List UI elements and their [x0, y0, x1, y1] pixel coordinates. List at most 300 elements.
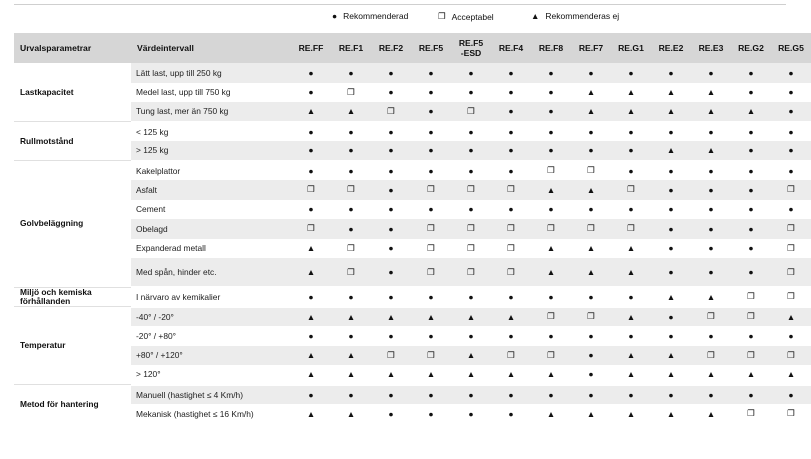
filled-circle-icon: ● — [691, 258, 731, 287]
filled-circle-icon: ● — [331, 161, 371, 181]
filled-circle-icon: ● — [731, 180, 771, 200]
filled-circle-icon: ● — [651, 385, 691, 405]
filled-circle-icon: ● — [428, 204, 434, 215]
filled-circle-icon: ● — [771, 122, 811, 142]
range-label: Medel last, upp till 750 kg — [136, 87, 231, 98]
triangle-icon: ▲ — [291, 258, 331, 287]
square-icon: ❐ — [491, 346, 531, 366]
range-label: > 120° — [136, 369, 161, 380]
filled-circle-icon: ● — [291, 385, 331, 405]
filled-circle-icon: ● — [708, 243, 714, 254]
parameter-label: Metod för hantering — [14, 385, 131, 424]
filled-circle-icon: ● — [291, 161, 331, 181]
square-icon: ❐ — [691, 346, 731, 366]
square-icon: ❐ — [771, 346, 811, 366]
triangle-icon: ▲ — [531, 180, 571, 200]
filled-circle-icon: ● — [531, 102, 571, 122]
square-icon: ❐ — [771, 219, 811, 239]
filled-circle-icon: ● — [691, 122, 731, 142]
triangle-icon: ▲ — [331, 102, 371, 122]
triangle-icon: ▲ — [586, 87, 596, 98]
triangle-icon: ▲ — [626, 408, 636, 419]
filled-circle-icon: ● — [491, 141, 531, 161]
filled-circle-icon: ● — [651, 307, 691, 327]
filled-circle-icon: ● — [508, 408, 514, 419]
triangle-icon: ▲ — [691, 141, 731, 161]
triangle-icon: ▲ — [546, 243, 556, 254]
table-row — [14, 161, 811, 181]
filled-circle-icon: ● — [731, 63, 771, 83]
triangle-icon: ▲ — [586, 408, 596, 419]
triangle-icon: ▲ — [651, 102, 691, 122]
square-icon: ❐ — [347, 242, 355, 253]
filled-circle-icon: ● — [571, 122, 611, 142]
triangle-icon: ▲ — [611, 307, 651, 327]
filled-circle-icon: ● — [611, 141, 651, 161]
filled-circle-icon: ● — [588, 369, 594, 380]
square-icon: ❐ — [611, 180, 651, 200]
square-icon: ❐ — [507, 242, 515, 253]
filled-circle-icon: ● — [548, 87, 554, 98]
filled-circle-icon: ● — [628, 204, 634, 215]
filled-circle-icon: ● — [748, 204, 754, 215]
triangle-icon: ▲ — [506, 369, 516, 380]
square-icon: ❐ — [531, 219, 571, 239]
table-row — [14, 287, 811, 307]
filled-circle-icon: ● — [691, 219, 731, 239]
filled-circle-icon: ● — [508, 330, 514, 341]
filled-circle-icon: ● — [411, 63, 451, 83]
triangle-icon: ▲ — [666, 369, 676, 380]
square-icon: ❐ — [411, 346, 451, 366]
square-icon: ❐ — [411, 258, 451, 287]
filled-circle-icon: ● — [611, 385, 651, 405]
header-code: RE.F4 — [491, 33, 531, 63]
triangle-icon: ▲ — [531, 11, 540, 21]
filled-circle-icon: ● — [291, 63, 331, 83]
filled-circle-icon: ● — [531, 385, 571, 405]
triangle-icon: ▲ — [306, 408, 316, 419]
filled-circle-icon: ● — [668, 243, 674, 254]
square-icon: ❐ — [491, 219, 531, 239]
filled-circle-icon: ● — [611, 122, 651, 142]
square-icon: ❐ — [787, 242, 795, 253]
triangle-icon: ▲ — [571, 258, 611, 287]
square-icon: ❐ — [531, 307, 571, 327]
range-label: > 125 kg — [131, 141, 291, 161]
triangle-icon: ▲ — [626, 369, 636, 380]
filled-circle-icon: ● — [371, 219, 411, 239]
filled-circle-icon: ● — [708, 330, 714, 341]
filled-circle-icon: ● — [451, 385, 491, 405]
triangle-icon: ▲ — [611, 346, 651, 366]
triangle-icon: ▲ — [691, 287, 731, 307]
triangle-icon: ▲ — [331, 307, 371, 327]
square-icon: ❐ — [331, 180, 371, 200]
parameter-label: Temperatur — [14, 307, 131, 385]
square-icon: ❐ — [731, 346, 771, 366]
filled-circle-icon: ● — [668, 330, 674, 341]
filled-circle-icon: ● — [332, 11, 338, 21]
filled-circle-icon: ● — [691, 63, 731, 83]
filled-circle-icon: ● — [771, 141, 811, 161]
table-row — [14, 404, 811, 424]
filled-circle-icon: ● — [411, 385, 451, 405]
filled-circle-icon: ● — [371, 385, 411, 405]
filled-circle-icon: ● — [468, 87, 474, 98]
legend-label: Acceptabel — [451, 11, 494, 22]
filled-circle-icon: ● — [548, 330, 554, 341]
filled-circle-icon: ● — [331, 385, 371, 405]
triangle-icon: ▲ — [651, 287, 691, 307]
triangle-icon: ▲ — [611, 102, 651, 122]
triangle-icon: ▲ — [626, 87, 636, 98]
header-range: Värdeintervall — [131, 33, 291, 63]
triangle-icon: ▲ — [451, 307, 491, 327]
square-icon: ❐ — [347, 86, 355, 97]
filled-circle-icon: ● — [508, 87, 514, 98]
triangle-icon: ▲ — [411, 307, 451, 327]
square-icon: ❐ — [691, 307, 731, 327]
filled-circle-icon: ● — [468, 330, 474, 341]
header-row — [14, 33, 811, 63]
table-row — [14, 307, 811, 327]
range-label: Cement — [136, 204, 166, 215]
filled-circle-icon: ● — [291, 122, 331, 142]
filled-circle-icon: ● — [571, 141, 611, 161]
filled-circle-icon: ● — [748, 87, 754, 98]
filled-circle-icon: ● — [651, 258, 691, 287]
triangle-icon: ▲ — [451, 346, 491, 366]
filled-circle-icon: ● — [451, 122, 491, 142]
filled-circle-icon: ● — [731, 122, 771, 142]
square-icon: ❐ — [411, 219, 451, 239]
triangle-icon: ▲ — [306, 243, 316, 254]
range-label: Lätt last, upp till 250 kg — [131, 63, 291, 83]
table-row — [14, 180, 811, 200]
triangle-icon: ▲ — [706, 369, 716, 380]
triangle-icon: ▲ — [691, 102, 731, 122]
filled-circle-icon: ● — [611, 287, 651, 307]
table-row — [14, 365, 811, 385]
range-label: -40° / -20° — [131, 307, 291, 327]
filled-circle-icon: ● — [788, 204, 794, 215]
table-row — [14, 63, 811, 83]
triangle-icon: ▲ — [771, 307, 811, 327]
triangle-icon: ▲ — [346, 369, 356, 380]
parameter-label: Lastkapacitet — [14, 63, 131, 122]
filled-circle-icon: ● — [731, 385, 771, 405]
filled-circle-icon: ● — [371, 258, 411, 287]
filled-circle-icon: ● — [371, 161, 411, 181]
table-row — [14, 346, 811, 366]
table-row — [14, 258, 811, 287]
range-label: Kakelplattor — [131, 161, 291, 181]
header-code: RE.F7 — [571, 33, 611, 63]
triangle-icon: ▲ — [786, 369, 796, 380]
square-icon: ❐ — [731, 287, 771, 307]
filled-circle-icon: ● — [308, 87, 314, 98]
table-row — [14, 102, 811, 122]
header-code: RE.F1 — [331, 33, 371, 63]
triangle-icon: ▲ — [666, 87, 676, 98]
filled-circle-icon: ● — [771, 385, 811, 405]
square-icon: ❐ — [451, 180, 491, 200]
filled-circle-icon: ● — [491, 287, 531, 307]
filled-circle-icon: ● — [531, 63, 571, 83]
square-icon: ❐ — [571, 161, 611, 181]
triangle-icon: ▲ — [386, 369, 396, 380]
range-label: < 125 kg — [131, 122, 291, 142]
filled-circle-icon: ● — [491, 102, 531, 122]
filled-circle-icon: ● — [291, 287, 331, 307]
filled-circle-icon: ● — [348, 204, 354, 215]
triangle-icon: ▲ — [571, 180, 611, 200]
triangle-icon: ▲ — [611, 258, 651, 287]
square-icon: ❐ — [411, 180, 451, 200]
filled-circle-icon: ● — [371, 180, 411, 200]
filled-circle-icon: ● — [308, 330, 314, 341]
filled-circle-icon: ● — [531, 122, 571, 142]
table-row — [14, 141, 811, 161]
header-code: RE.F2 — [371, 33, 411, 63]
filled-circle-icon: ● — [788, 87, 794, 98]
filled-circle-icon: ● — [468, 204, 474, 215]
square-icon: ❐ — [491, 258, 531, 287]
filled-circle-icon: ● — [411, 287, 451, 307]
triangle-icon: ▲ — [666, 408, 676, 419]
range-label: I närvaro av kemikalier — [131, 287, 291, 307]
filled-circle-icon: ● — [491, 161, 531, 181]
filled-circle-icon: ● — [771, 63, 811, 83]
triangle-icon: ▲ — [706, 408, 716, 419]
header-code: RE.E3 — [691, 33, 731, 63]
square-icon: ❐ — [467, 242, 475, 253]
triangle-icon: ▲ — [466, 369, 476, 380]
square-icon: ❐ — [291, 219, 331, 239]
triangle-icon: ▲ — [546, 369, 556, 380]
filled-circle-icon: ● — [331, 287, 371, 307]
filled-circle-icon: ● — [691, 161, 731, 181]
square-icon: ❐ — [371, 346, 411, 366]
range-label: +80° / +120° — [131, 346, 291, 366]
table-row — [14, 385, 811, 405]
filled-circle-icon: ● — [428, 408, 434, 419]
filled-circle-icon: ● — [588, 330, 594, 341]
triangle-icon: ▲ — [531, 258, 571, 287]
parameter-label: Rullmotstånd — [14, 122, 131, 161]
selection-table — [14, 33, 811, 424]
triangle-icon: ▲ — [706, 87, 716, 98]
top-divider — [14, 4, 786, 5]
filled-circle-icon: ● — [331, 141, 371, 161]
table-row — [14, 83, 811, 103]
square-icon: ❐ — [531, 161, 571, 181]
square-icon: ❐ — [571, 307, 611, 327]
range-label: Asfalt — [131, 180, 291, 200]
filled-circle-icon: ● — [571, 346, 611, 366]
filled-circle-icon: ● — [331, 63, 371, 83]
triangle-icon: ▲ — [491, 307, 531, 327]
table-row — [14, 326, 811, 346]
filled-circle-icon: ● — [731, 258, 771, 287]
filled-circle-icon: ● — [411, 122, 451, 142]
triangle-icon: ▲ — [291, 102, 331, 122]
filled-circle-icon: ● — [731, 141, 771, 161]
filled-circle-icon: ● — [451, 287, 491, 307]
filled-circle-icon: ● — [451, 63, 491, 83]
filled-circle-icon: ● — [331, 219, 371, 239]
filled-circle-icon: ● — [331, 122, 371, 142]
square-icon: ❐ — [787, 408, 795, 419]
filled-circle-icon: ● — [708, 204, 714, 215]
filled-circle-icon: ● — [411, 161, 451, 181]
triangle-icon: ▲ — [731, 102, 771, 122]
filled-circle-icon: ● — [508, 204, 514, 215]
square-icon: ❐ — [571, 219, 611, 239]
filled-circle-icon: ● — [491, 385, 531, 405]
header-code: RE.E2 — [651, 33, 691, 63]
table-row — [14, 122, 811, 142]
filled-circle-icon: ● — [668, 204, 674, 215]
filled-circle-icon: ● — [531, 141, 571, 161]
range-label: Expanderad metall — [136, 243, 206, 254]
filled-circle-icon: ● — [388, 408, 394, 419]
triangle-icon: ▲ — [571, 102, 611, 122]
legend-label: Rekommenderad — [343, 11, 409, 21]
legend — [0, 11, 800, 25]
triangle-icon: ▲ — [626, 243, 636, 254]
triangle-icon: ▲ — [651, 346, 691, 366]
filled-circle-icon: ● — [748, 243, 754, 254]
parameter-label: Golvbeläggning — [14, 161, 131, 288]
filled-circle-icon: ● — [451, 141, 491, 161]
header-code: RE.G5 — [771, 33, 811, 63]
square-icon: ❐ — [771, 180, 811, 200]
square-icon: ❐ — [747, 408, 755, 419]
filled-circle-icon: ● — [491, 122, 531, 142]
square-icon: ❐ — [771, 258, 811, 287]
square-icon: ❐ — [291, 180, 331, 200]
triangle-icon: ▲ — [426, 369, 436, 380]
filled-circle-icon: ● — [748, 330, 754, 341]
triangle-icon: ▲ — [291, 346, 331, 366]
filled-circle-icon: ● — [691, 180, 731, 200]
filled-circle-icon: ● — [788, 330, 794, 341]
filled-circle-icon: ● — [451, 161, 491, 181]
square-icon: ❐ — [451, 219, 491, 239]
header-code: RE.G1 — [611, 33, 651, 63]
triangle-icon: ▲ — [346, 408, 356, 419]
range-label: -20° / +80° — [136, 330, 176, 341]
filled-circle-icon: ● — [371, 141, 411, 161]
square-icon: ❐ — [451, 102, 491, 122]
triangle-icon: ▲ — [306, 369, 316, 380]
filled-circle-icon: ● — [371, 122, 411, 142]
filled-circle-icon: ● — [428, 87, 434, 98]
filled-circle-icon: ● — [548, 204, 554, 215]
filled-circle-icon: ● — [771, 102, 811, 122]
table-row — [14, 239, 811, 259]
table-row — [14, 200, 811, 220]
filled-circle-icon: ● — [771, 161, 811, 181]
filled-circle-icon: ● — [731, 161, 771, 181]
table-body — [14, 63, 811, 424]
parameter-label: Miljö och kemiska förhållanden — [14, 287, 131, 307]
filled-circle-icon: ● — [651, 161, 691, 181]
filled-circle-icon: ● — [291, 141, 331, 161]
triangle-icon: ▲ — [586, 243, 596, 254]
triangle-icon: ▲ — [651, 141, 691, 161]
legend-item-not-recommended — [531, 11, 619, 21]
triangle-icon: ▲ — [331, 346, 371, 366]
filled-circle-icon: ● — [388, 243, 394, 254]
header-code: RE.F8 — [531, 33, 571, 63]
filled-circle-icon: ● — [531, 287, 571, 307]
square-icon: ❐ — [438, 11, 446, 21]
square-icon: ❐ — [371, 102, 411, 122]
legend-item-recommended — [332, 11, 408, 21]
filled-circle-icon: ● — [651, 122, 691, 142]
header-code: RE.F5 — [411, 33, 451, 63]
filled-circle-icon: ● — [691, 385, 731, 405]
triangle-icon: ▲ — [371, 307, 411, 327]
range-label: Mekanisk (hastighet ≤ 16 Km/h) — [136, 408, 254, 419]
square-icon: ❐ — [331, 258, 371, 287]
filled-circle-icon: ● — [628, 330, 634, 341]
square-icon: ❐ — [531, 346, 571, 366]
square-icon: ❐ — [771, 287, 811, 307]
filled-circle-icon: ● — [588, 204, 594, 215]
table-row — [14, 219, 811, 239]
filled-circle-icon: ● — [388, 87, 394, 98]
square-icon: ❐ — [731, 307, 771, 327]
header-code: RE.F5 -ESD — [451, 33, 491, 63]
filled-circle-icon: ● — [371, 287, 411, 307]
square-icon: ❐ — [491, 180, 531, 200]
filled-circle-icon: ● — [371, 63, 411, 83]
filled-circle-icon: ● — [428, 330, 434, 341]
filled-circle-icon: ● — [651, 219, 691, 239]
filled-circle-icon: ● — [571, 385, 611, 405]
filled-circle-icon: ● — [411, 102, 451, 122]
filled-circle-icon: ● — [611, 161, 651, 181]
triangle-icon: ▲ — [746, 369, 756, 380]
filled-circle-icon: ● — [611, 63, 651, 83]
filled-circle-icon: ● — [571, 63, 611, 83]
filled-circle-icon: ● — [411, 141, 451, 161]
filled-circle-icon: ● — [571, 287, 611, 307]
header-code: RE.FF — [291, 33, 331, 63]
filled-circle-icon: ● — [468, 408, 474, 419]
range-label: Tung last, mer än 750 kg — [131, 102, 291, 122]
triangle-icon: ▲ — [291, 307, 331, 327]
filled-circle-icon: ● — [731, 219, 771, 239]
square-icon: ❐ — [611, 219, 651, 239]
legend-item-acceptable — [438, 11, 494, 22]
legend-label: Rekommenderas ej — [545, 11, 620, 21]
range-label: Manuell (hastighet ≤ 4 Km/h) — [131, 385, 291, 405]
range-label: Obelagd — [131, 219, 291, 239]
filled-circle-icon: ● — [491, 63, 531, 83]
square-icon: ❐ — [427, 242, 435, 253]
square-icon: ❐ — [451, 258, 491, 287]
filled-circle-icon: ● — [388, 204, 394, 215]
filled-circle-icon: ● — [308, 204, 314, 215]
filled-circle-icon: ● — [348, 330, 354, 341]
header-code: RE.G2 — [731, 33, 771, 63]
filled-circle-icon: ● — [651, 63, 691, 83]
